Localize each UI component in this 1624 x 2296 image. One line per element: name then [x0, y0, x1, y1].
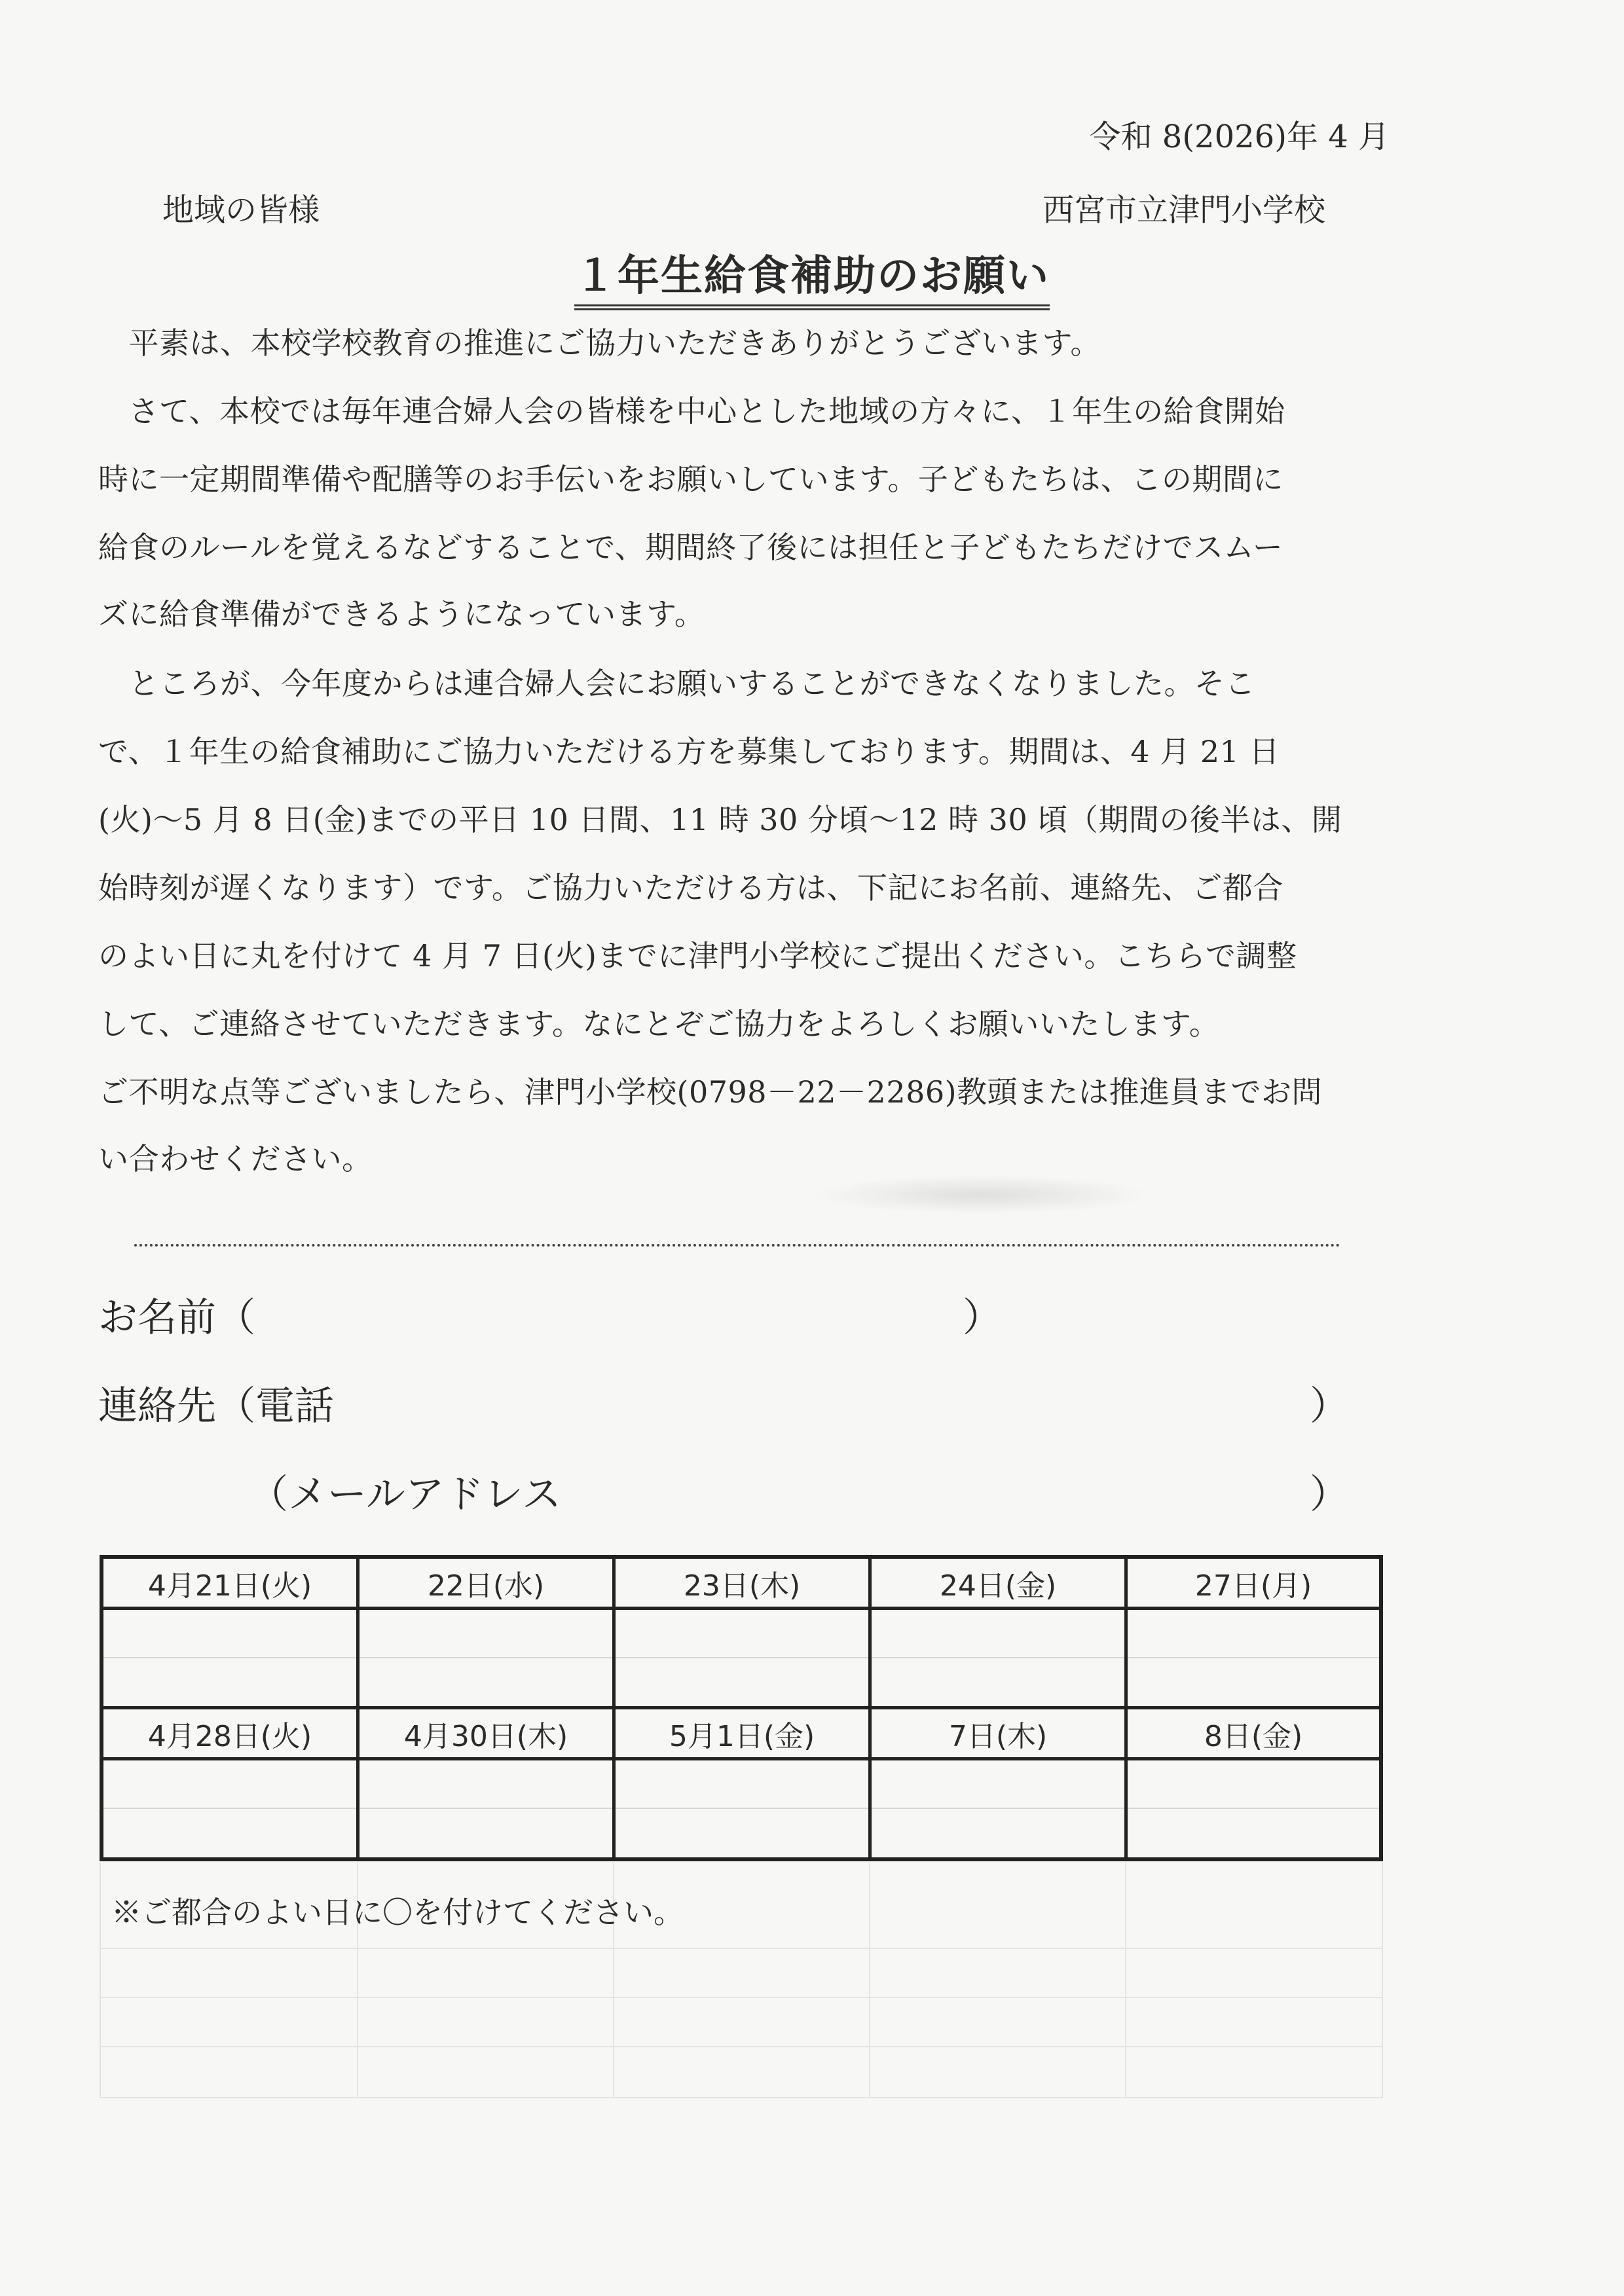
scan-smudge	[812, 1175, 1153, 1214]
name-field-close: ）	[963, 1295, 1002, 1341]
instruction-note: ※ご都合のよい日に〇を付けてください。	[111, 1895, 684, 1930]
body-line: のよい日に丸を付けて 4 月 7 日(火)までに津門小学校にご提出ください。こちらで調整	[98, 938, 1297, 974]
date-cell: 7日(木)	[872, 1709, 1128, 1757]
mark-cell[interactable]	[1128, 1760, 1379, 1857]
name-field-label: お名前（	[98, 1295, 255, 1341]
date-cell: 8日(金)	[1204, 1719, 1303, 1753]
cut-line	[134, 1244, 1340, 1247]
ghost-rule	[869, 1863, 870, 2097]
body-line: ズに給食準備ができるようになっています。	[98, 596, 705, 632]
mark-cell[interactable]	[616, 1760, 872, 1857]
ghost-rule	[101, 1948, 1382, 1949]
sender-school: 西宮市立津門小学校	[1043, 192, 1326, 228]
body-line: して、ご連絡させていただきます。なにとぞご協力をよろしくお願いいたします。	[98, 1006, 1220, 1042]
body-line: 時に一定期間準備や配膳等のお手伝いをお願いしています。子どもたちは、この期間に	[98, 462, 1283, 497]
mark-cell[interactable]	[1128, 1610, 1379, 1706]
date-cell: 24日(金)	[872, 1559, 1128, 1607]
body-line: い合わせください。	[98, 1141, 373, 1176]
title-text: １年生給食補助のお願い	[574, 251, 1050, 310]
body-line: で、１年生の給食補助にご協力いただける方を募集しております。期間は、4 月 21 日	[98, 734, 1280, 769]
body-line: 給食のルールを覚えるなどすることで、期間終了後には担任と子どもたちだけでスムー	[98, 530, 1283, 565]
addressee: 地域の皆様	[162, 192, 320, 228]
body-line: 始時刻が遅くなります）です。ご協力いただける方は、下記にお名前、連絡先、ご都合	[98, 870, 1283, 905]
ghost-rule	[101, 2046, 1382, 2047]
ghost-rule	[101, 1997, 1382, 1998]
date-cell: 4月28日(火)	[103, 1709, 360, 1757]
email-field-label: （メールアドレス	[249, 1472, 561, 1518]
date-cell: 5月1日(金)	[616, 1709, 872, 1757]
mark-cell[interactable]	[360, 1760, 616, 1857]
schedule-date-row	[103, 1559, 1379, 1610]
mark-cell[interactable]	[103, 1760, 360, 1857]
schedule-date-row	[103, 1709, 1379, 1760]
schedule-mark-row	[103, 1610, 1379, 1709]
mark-cell[interactable]	[616, 1610, 872, 1706]
body-line: (火)～5 月 8 日(金)までの平日 10 日間、11 時 30 分頃～12 時 30 頃（期間の後半は、開	[98, 802, 1342, 837]
date-cell: 22日(水)	[360, 1559, 616, 1607]
email-field-close: ）	[1310, 1472, 1349, 1518]
mark-cell[interactable]	[872, 1760, 1128, 1857]
mark-cell[interactable]	[872, 1610, 1128, 1706]
body-line: ご不明な点等ございましたら、津門小学校(0798－22－2286)教頭または推進員までお問	[98, 1074, 1323, 1110]
document-title	[0, 242, 1624, 302]
body-line: 平素は、本校学校教育の推進にご協力いただきありがとうございます。	[98, 325, 1101, 361]
mark-cell[interactable]	[360, 1610, 616, 1706]
document-date: 令和 8(2026)年 4 月	[1089, 118, 1390, 155]
body-line: さて、本校では毎年連合婦人会の皆様を中心とした地域の方々に、１年生の給食開始	[98, 393, 1285, 429]
ghost-rule	[1125, 1863, 1126, 2097]
mark-cell[interactable]	[103, 1610, 360, 1706]
schedule-mark-row	[103, 1760, 1379, 1857]
date-cell: 23日(木)	[616, 1559, 872, 1607]
date-cell: 4月21日(火)	[103, 1559, 360, 1607]
date-cell: 27日(月)	[1194, 1569, 1312, 1603]
date-cell: 4月30日(木)	[360, 1709, 616, 1757]
body-line: ところが、今年度からは連合婦人会にお願いすることができなくなりました。そこ	[98, 666, 1255, 701]
schedule-table	[100, 1555, 1383, 1861]
phone-field-label: 連絡先（電話	[98, 1383, 334, 1429]
phone-field-close: ）	[1310, 1383, 1349, 1429]
